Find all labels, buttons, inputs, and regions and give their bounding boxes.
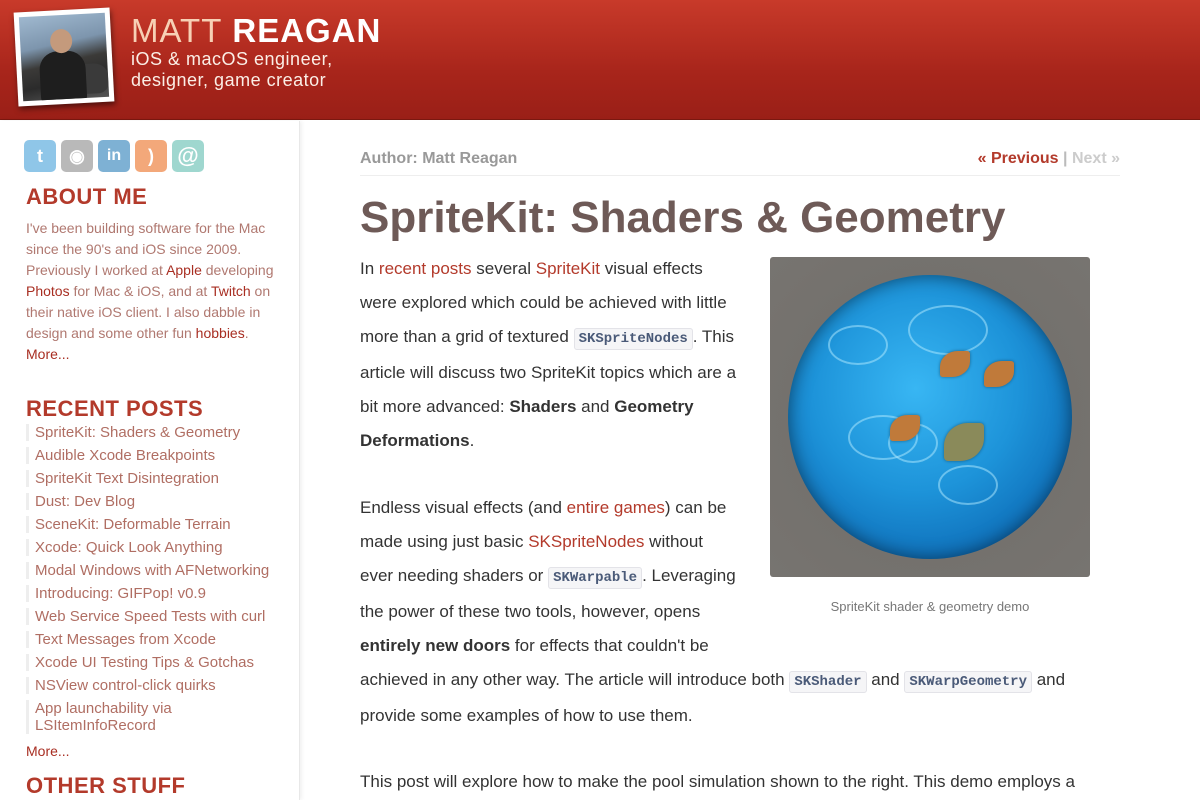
photos-link[interactable]: Photos [26,283,70,299]
third-paragraph: This post will explore how to make the pool simulation shown to the right. This demo employs a [360,772,1075,791]
recent-post-link[interactable]: Audible Xcode Breakpoints [26,447,288,464]
recent-posts-link[interactable]: recent posts [378,259,472,278]
leaf-icon [940,351,970,377]
previous-post-link[interactable]: « Previous [977,150,1059,167]
recent-post-link[interactable]: SpriteKit Text Disintegration [26,470,288,487]
email-icon[interactable]: @ [172,140,204,172]
spritekit-link[interactable]: SpriteKit [535,259,601,278]
site-title-last: REAGAN [232,12,382,49]
figure-caption: SpriteKit shader & geometry demo [830,599,1030,614]
other-stuff-title: OTHER STUFF [26,773,186,798]
recent-post-link[interactable]: NSView control-click quirks [26,677,288,694]
recent-posts-title: RECENT POSTS [26,396,204,421]
site-header [0,0,1200,120]
recent-post-link[interactable]: Dust: Dev Blog [26,493,288,510]
social-links [24,140,204,172]
recent-post-link[interactable]: Text Messages from Xcode [26,631,288,648]
site-title[interactable] [131,12,381,50]
about-text: I've been building software for the Mac since the 90's and iOS since 2009. Previously I worked at Apple developing Photos for Mac & iOS, and at Twitch on their native iOS client. I also dabble in design and some other fun hobbies. More... [26,220,274,362]
site-subtitle: iOS & macOS engineer, designer, game creator [131,49,333,90]
recent-posts-list [26,424,288,740]
recent-post-link[interactable]: Web Service Speed Tests with curl [26,608,288,625]
recent-post-link[interactable]: SpriteKit: Shaders & Geometry [26,424,288,441]
sidebar [0,121,300,800]
pool-demo-image[interactable] [770,257,1090,577]
post-author: Author: Matt Reagan [360,150,518,167]
post-title: SpriteKit: Shaders & Geometry [360,193,1006,242]
avatar-photo [19,13,109,101]
pager-separator: | [1063,150,1068,167]
recent-post-link[interactable]: App launchability via LSItemInfoRecord [26,700,288,734]
intro-paragraph: In recent posts several SpriteKit visual effects were explored which could be achieved with little more than a grid of textured SKSpriteNodes . This article will discuss two SpriteKit topics which are a bit more advanced: Shaders and Geometry Deformations. [360,259,737,450]
post-meta-bar [360,150,1120,176]
about-more-link[interactable]: More... [26,346,70,362]
leaf-icon [944,423,984,461]
site-title-first: MATT [131,12,223,49]
recent-post-link[interactable]: Modal Windows with AFNetworking [26,562,288,579]
twitter-icon[interactable]: t [24,140,56,172]
leaf-icon [984,361,1014,387]
code-skwarpable: SKWarpable [548,567,642,589]
linkedin-icon[interactable]: in [98,140,130,172]
entire-games-link[interactable]: entire games [566,498,665,517]
next-post-link[interactable]: Next » [1071,150,1120,167]
code-skwarpgeometry: SKWarpGeometry [904,671,1032,693]
recent-post-link[interactable]: Xcode UI Testing Tips & Gotchas [26,654,288,671]
author-avatar[interactable] [14,8,115,107]
twitch-link[interactable]: Twitch [210,283,251,299]
github-icon[interactable]: ◉ [61,140,93,172]
code-skspritenodes: SKSpriteNodes [574,328,693,350]
recent-post-link[interactable]: SceneKit: Deformable Terrain [26,516,288,533]
skspritenodes-link[interactable]: SKSpriteNodes [528,532,645,551]
hobbies-link[interactable]: hobbies [195,325,245,341]
post-pager [978,150,1120,168]
recent-post-link[interactable]: Introducing: GIFPop! v0.9 [26,585,288,602]
about-title: ABOUT ME [26,184,148,209]
pool-water [788,275,1072,559]
apple-link[interactable]: Apple [166,262,202,278]
recent-post-link[interactable]: Xcode: Quick Look Anything [26,539,288,556]
code-skshader: SKShader [789,671,866,693]
second-paragraph: Endless visual effects (and entire games) can be made using just basic SKSpriteNodes without ever needing shaders or SKWarpable . Leveraging the power of these two tools, however, opens entirely new doors for effects that couldn't be achieved in any other way. The article will introduce both SKShader and SKWarpGeometry and provide some examples of how to use them. [360,498,1066,725]
recent-posts-more-link[interactable]: More... [26,743,70,759]
rss-icon[interactable]: ) [135,140,167,172]
post-content [360,121,1120,800]
